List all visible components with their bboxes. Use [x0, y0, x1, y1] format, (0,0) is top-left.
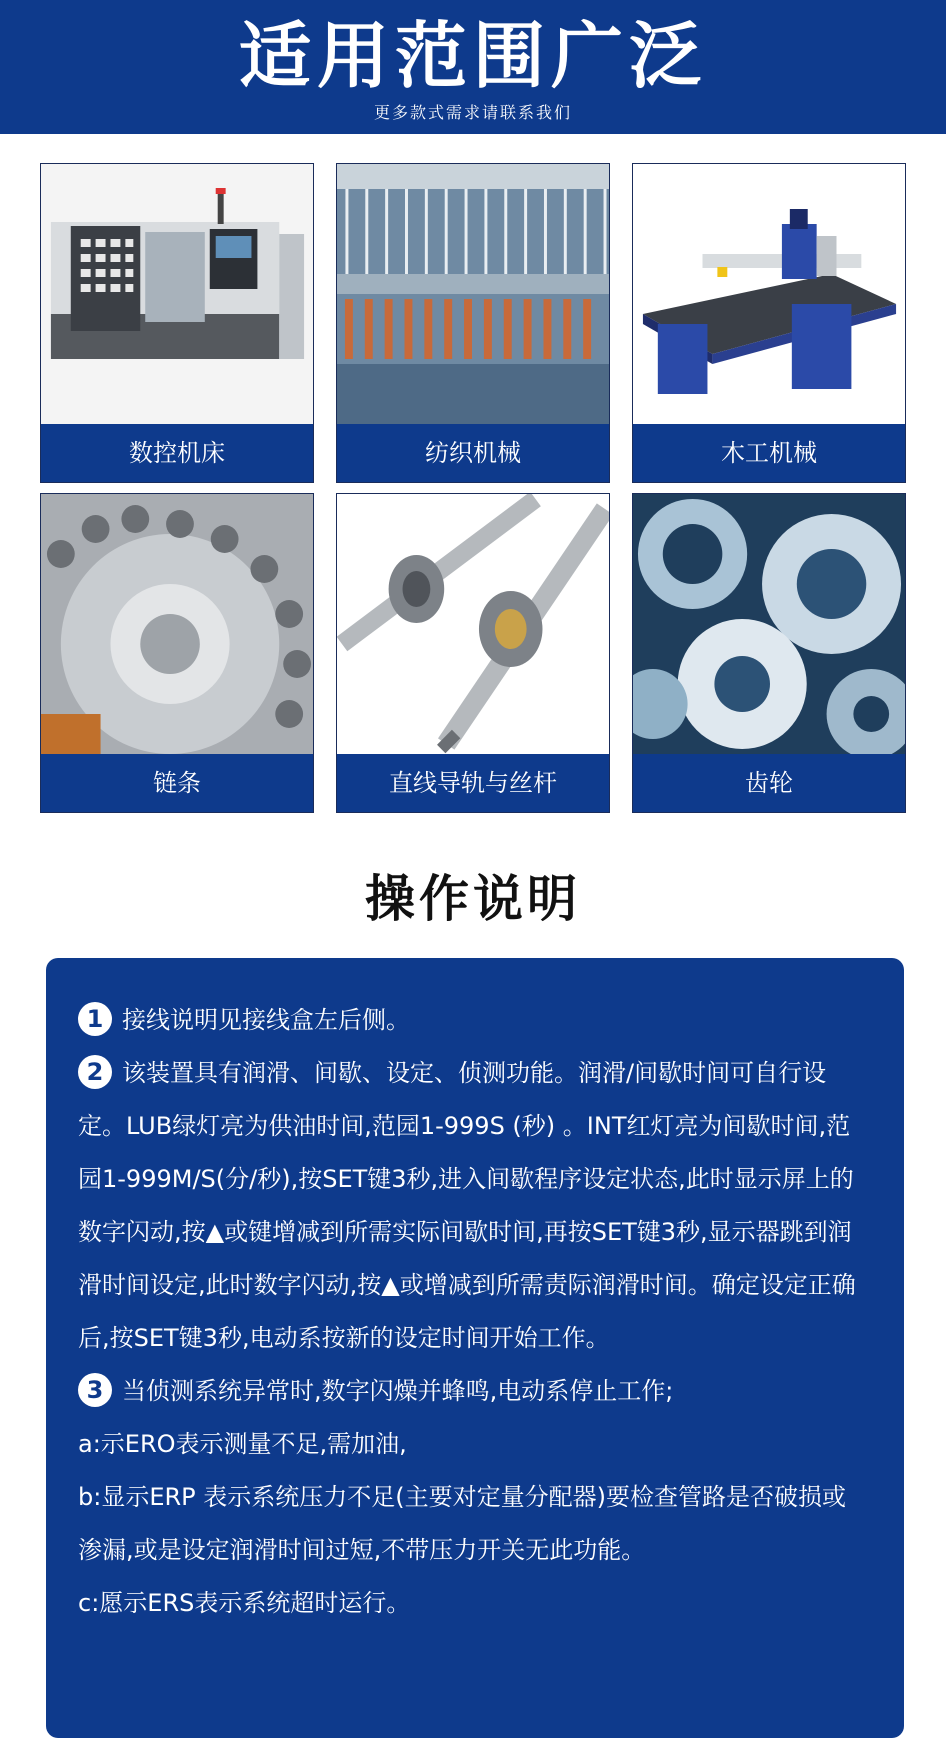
- application-card-woodworking: [632, 163, 906, 483]
- instruction-item: [78, 1047, 868, 1365]
- header-subtitle: 更多款式需求请联系我们: [373, 103, 572, 122]
- gears-photo: [633, 494, 905, 754]
- instruction-item: [78, 994, 868, 1047]
- step-number-badge: 1: [78, 1002, 112, 1036]
- application-label: 齿轮: [633, 754, 905, 812]
- application-card-cnc: [40, 163, 314, 483]
- instruction-note: c:愿示ERS表示系统超时运行。: [78, 1589, 411, 1617]
- instruction-item: [78, 1365, 868, 1418]
- instruction-note: b:显示ERP 表示系统压力不足(主要对定量分配器)要检查管路是否破损或渗漏,或是设定润滑时间过短,不带压力开关无此功能。: [78, 1483, 846, 1564]
- application-label: 木工机械: [633, 424, 905, 482]
- instruction-text: 接线说明见接线盒左后侧。: [122, 1006, 410, 1034]
- application-card-gears: [632, 493, 906, 813]
- textile-machine-photo: [337, 164, 609, 424]
- application-card-ballscrew: [336, 493, 610, 813]
- application-label: 直线导轨与丝杆: [337, 754, 609, 812]
- header-title: 适用范围广泛: [238, 14, 707, 98]
- instructions-panel: [46, 958, 904, 1738]
- application-card-chain: [40, 493, 314, 813]
- cnc-lathe-photo: [41, 164, 313, 424]
- application-label: 纺织机械: [337, 424, 609, 482]
- step-number-badge: 2: [78, 1055, 112, 1089]
- section-title: 操作说明: [365, 870, 581, 928]
- page-header: [0, 0, 946, 134]
- application-label: 数控机床: [41, 424, 313, 482]
- ball-screw-photo: [337, 494, 609, 754]
- chain-sprocket-photo: [41, 494, 313, 754]
- application-card-textile: [336, 163, 610, 483]
- application-label: 链条: [41, 754, 313, 812]
- instruction-text: 该装置具有润滑、间歇、设定、侦测功能。润滑/间歇时间可自行设定。LUB绿灯亮为供油时间,范园1-999S (秒) 。INT红灯亮为间歇时间,范园1-999M/S(分/秒),按SET键3秒,进入间歇程序设定状态,此时显示屏上的数字闪动,按▲或键增减到所需实际间歇时间,再按SET键3秒,显示器跳到润滑时间设定,此时数字闪动,按▲或增减到所需责际润滑时间。确定设定正确后,按SET键3秒,电动系按新的设定时间开始工作。: [78, 1059, 856, 1352]
- instruction-note: a:示ERO表示测量不足,需加油,: [78, 1430, 407, 1458]
- instruction-text: 当侦测系统异常时,数字闪燥并蜂鸣,电动系停止工作;: [122, 1377, 674, 1405]
- cnc-router-photo: [633, 164, 905, 424]
- step-number-badge: 3: [78, 1373, 112, 1407]
